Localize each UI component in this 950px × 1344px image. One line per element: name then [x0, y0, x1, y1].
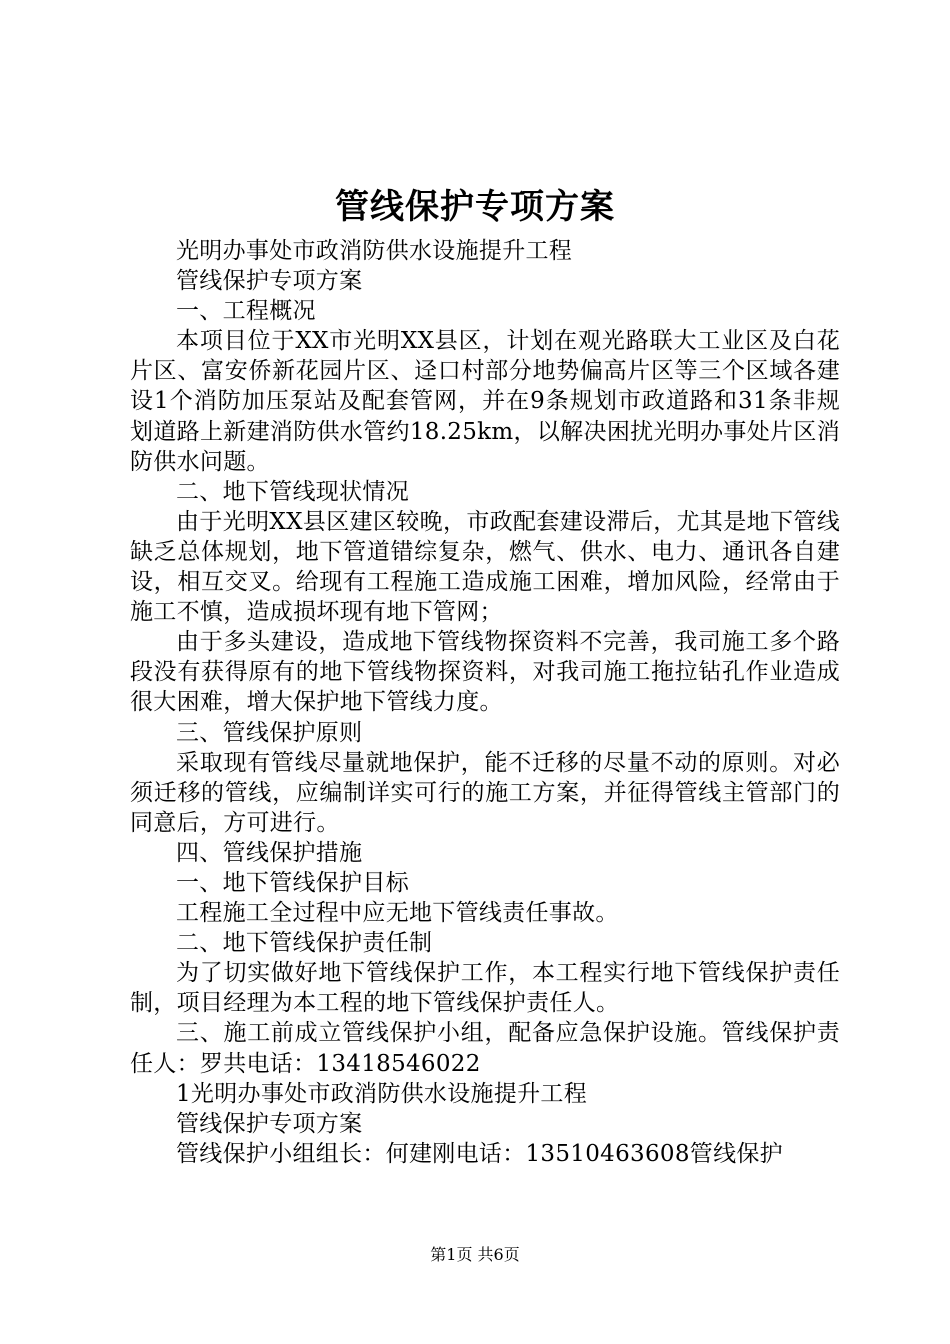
subheading-responsibility: 二、地下管线保护责任制 [176, 930, 433, 957]
paragraph-project-name: 光明办事处市政消防供水设施提升工程 [176, 238, 573, 264]
document-body [130, 236, 840, 1169]
section-heading-overview: 一、工程概况 [176, 298, 316, 325]
subheading-goal: 一、地下管线保护目标 [176, 869, 409, 896]
paragraph-status-1: 由于光明XX县区建区较晚，市政配套建设滞后，尤其是地下管线缺乏总体规划，地下管道错综复杂，燃气、供水、电力、通讯各自建设，相互交叉。给现有工程施工造成施工困难，增加风险，经常由于施工不慎，造成损坏现有地下管网； [130, 508, 840, 626]
section-heading-current-status: 二、地下管线现状情况 [176, 478, 409, 505]
paragraph-goal: 工程施工全过程中应无地下管线责任事故。 [176, 900, 619, 927]
document-title: 管线保护专项方案 [335, 187, 615, 227]
paragraph-group-leader: 管线保护小组组长：何建刚电话：13510463608管线保护 [176, 1140, 783, 1167]
paragraph-overview: 本项目位于XX市光明XX县区，计划在观光路联大工业区及白花片区、富安侨新花园片区、迳口村部分地势偏高片区等三个区域各建设1个消防加压泵站及配套管网，并在9条规划市政道路和31条非规划道路上新建消防供水管约18.25km，以解决困扰光明办事处片区消防供水问题。 [130, 328, 840, 475]
section-heading-measures: 四、管线保护措施 [176, 839, 363, 866]
paragraph-protection-group: 三、施工前成立管线保护小组，配备应急保护设施。管线保护责任人：罗共电话：13418546022 [130, 1020, 840, 1077]
paragraph-principles: 采取现有管线尽量就地保护，能不迁移的尽量不动的原则。对必须迁移的管线，应编制详实可行的施工方案，并征得管线主管部门的同意后，方可进行。 [130, 749, 840, 836]
paragraph-repeat-project-name: 1光明办事处市政消防供水设施提升工程 [176, 1080, 588, 1107]
paragraph-plan-name: 管线保护专项方案 [176, 268, 363, 295]
paragraph-repeat-plan-name: 管线保护专项方案 [176, 1110, 363, 1137]
page-indicator: 第1页 共6页 [430, 1245, 520, 1264]
section-heading-principles: 三、管线保护原则 [176, 719, 363, 746]
paragraph-responsibility: 为了切实做好地下管线保护工作，本工程实行地下管线保护责任制，项目经理为本工程的地下管线保护责任人。 [130, 960, 840, 1017]
paragraph-status-2: 由于多头建设，造成地下管线物探资料不完善，我司施工多个路段没有获得原有的地下管线物探资料，对我司施工拖拉钻孔作业造成很大困难，增大保护地下管线力度。 [130, 629, 840, 716]
